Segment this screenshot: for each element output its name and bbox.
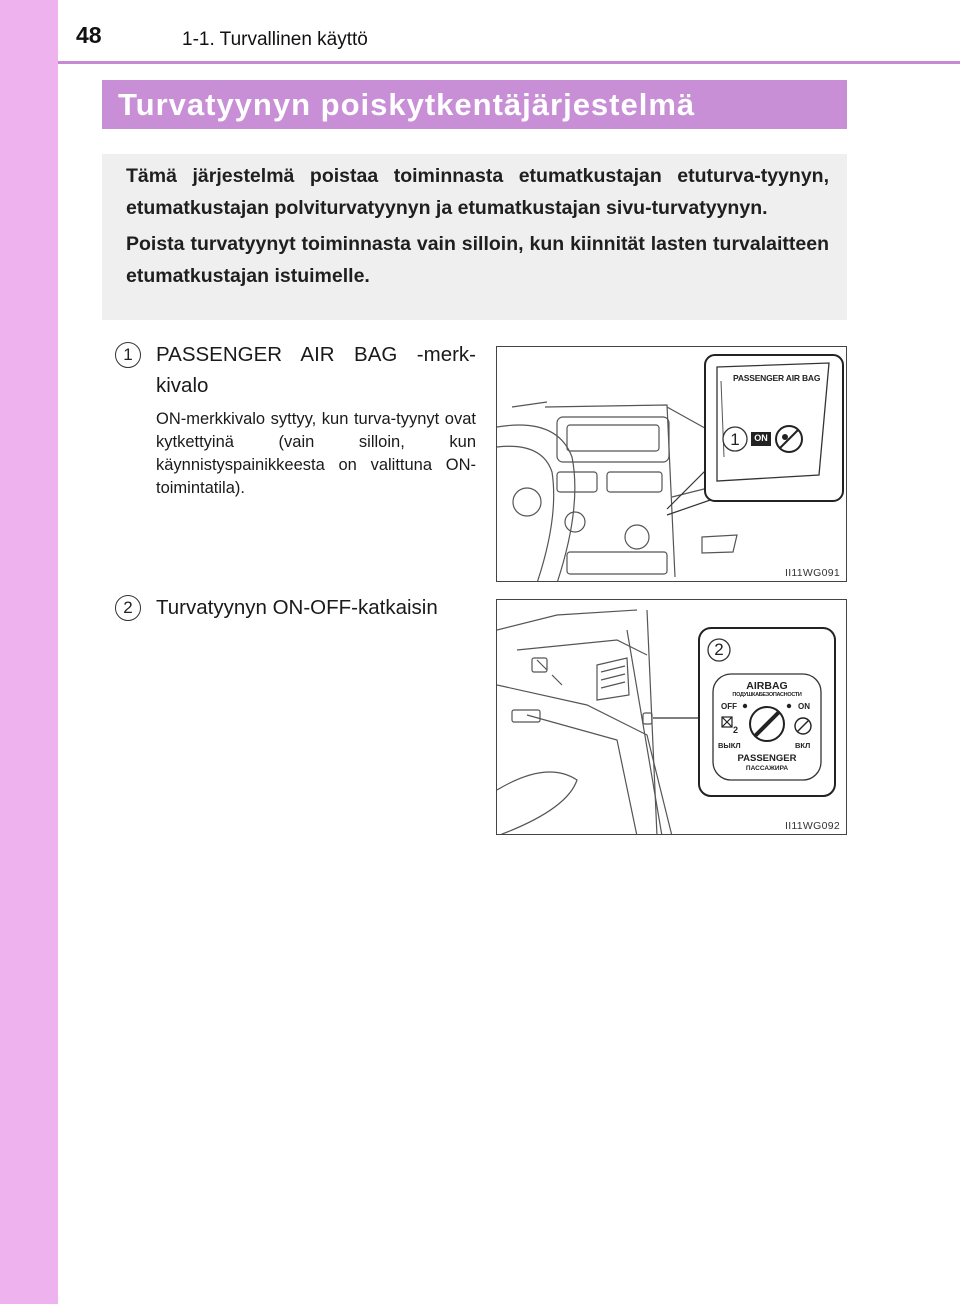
item-title-1: PASSENGER AIR BAG -merk-kivalo [156, 343, 476, 397]
side-strip [0, 0, 58, 1304]
panel-label: PASSENGER AIR BAG [733, 373, 821, 383]
glovebox-illustration [497, 600, 847, 835]
figure-code-1: II11WG091 [785, 567, 841, 579]
on-label-ru: ВКЛ [795, 741, 811, 750]
switch-title: AIRBAG [746, 680, 788, 692]
off-label: OFF [721, 702, 737, 711]
callout-number-2: 2 [714, 640, 724, 659]
figure-airbag-switch [496, 599, 847, 835]
item-description-1: ON-merkkivalo syttyy, kun turva-tyynyt ovat kytkettyinä (vain silloin, kun käynnistyspainikkeesta on valittuna ON-toimintatila). [156, 410, 476, 497]
figure-code-2: II11WG092 [785, 820, 841, 832]
item-title-2: Turvatyynyn ON-OFF-katkaisin [156, 596, 438, 619]
on-indicator: ON [754, 433, 768, 443]
figure-passenger-airbag-indicator [496, 346, 847, 582]
header-rule [58, 61, 960, 64]
seat-number: 2 [733, 725, 739, 735]
section-title: Turvatyynyn poiskytkentäjärjestelmä [118, 87, 696, 122]
off-label-ru: ВЫКЛ [718, 741, 741, 750]
item-number-1: 1 [115, 342, 141, 368]
callout-number-1: 1 [730, 430, 740, 449]
on-label: ON [798, 702, 810, 711]
intro-paragraph-1: Tämä järjestelmä poistaa toiminnasta etumatkustajan etuturva-tyynyn, etumatkustajan polviturvatyynyn ja etumatkustajan sivu-turvatyynyn. [126, 165, 829, 219]
page-number: 48 [76, 22, 102, 48]
switch-title-ru: ПОДУШКАБЕЗОПАСНОСТИ [732, 692, 802, 698]
running-head: 1-1. Turvallinen käyttö [182, 29, 368, 50]
passenger-label: PASSENGER [737, 753, 797, 764]
item-number-2: 2 [115, 595, 141, 621]
intro-box [102, 154, 847, 320]
intro-paragraph-2: Poista turvatyynyt toiminnasta vain silloin, kun kiinnität lasten turvalaitteen etumatkustajan istuimelle. [126, 233, 829, 287]
passenger-label-ru: ПАССАЖИРА [745, 765, 789, 772]
section-title-bar [102, 80, 847, 129]
